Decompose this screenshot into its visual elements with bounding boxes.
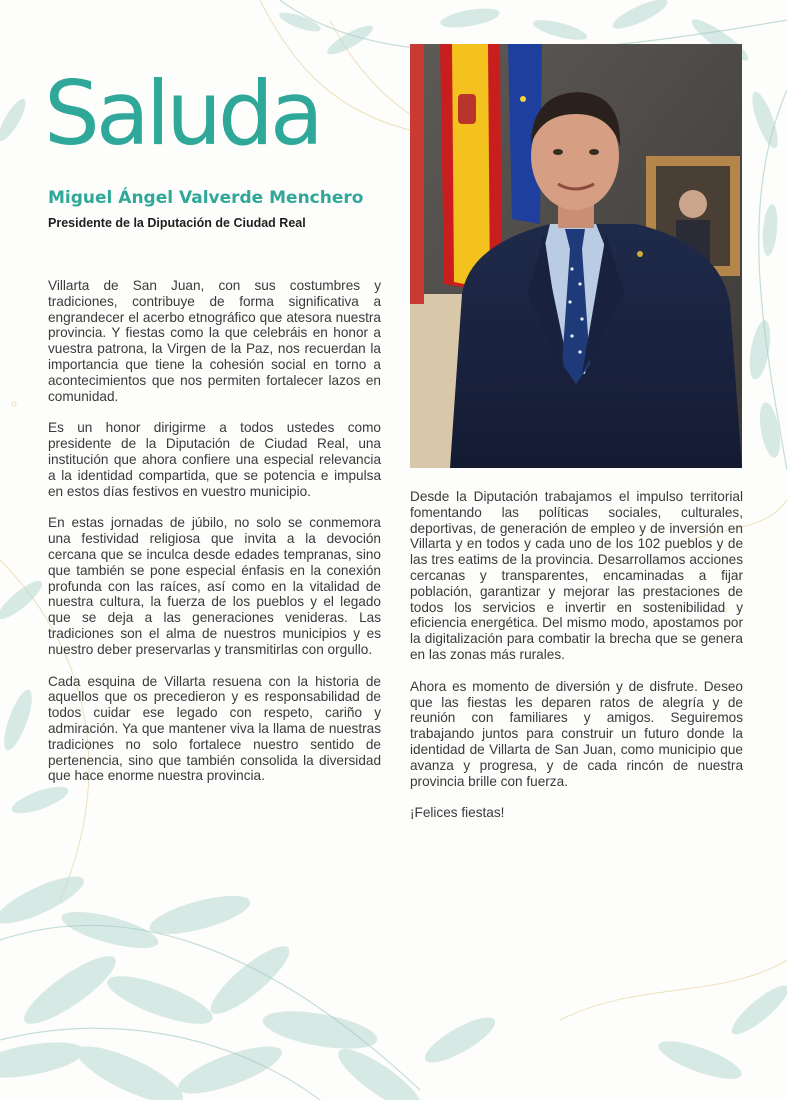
- portrait-photo: [410, 44, 742, 468]
- right-text-column: [410, 489, 743, 837]
- author-name: Miguel Ángel Valverde Menchero: [48, 188, 364, 208]
- page-title: Saluda: [44, 62, 320, 165]
- paragraph: Desde la Diputación trabajamos el impulso territorial fomentando las políticas sociales, culturales, deportivas, de generación de empleo y de inversión en Villarta y en todos y cada uno de los 102 pueblos y de las tres eatims de la provincia. Desarrollamos acciones cercanas y transparentes, encaminadas a fijar población, garantizar y mejorar las prestaciones de todos los servicios e invertir en sostenibilidad y eficiencia energética. Del mismo modo, apostamos por la digitalización para combatir la brecha que se genera en las zonas más rurales.: [410, 489, 743, 662]
- paragraph: Ahora es momento de diversión y de disfrute. Deseo que las fiestas les deparen ratos de alegría y de reunión con familiares y amigos. Seguiremos trabajando juntos para construir un futuro donde la identidad de Villarta de San Juan, como municipio que avanza y progresa, y de cada rincón de nuestra provincia brille con fuerza.: [410, 678, 743, 789]
- paragraph: Cada esquina de Villarta resuena con la historia de aquellos que os precedieron y es responsabilidad de todos cuidar ese legado con respeto, cariño y admiración. Ya que mantener viva la llama de nuestras tradiciones no solo fortalece nuestro sentido de pertenencia, sino que también consolida la diversidad que hace enorme nuestra provincia.: [48, 673, 381, 784]
- author-role: Presidente de la Diputación de Ciudad Real: [48, 216, 306, 230]
- paragraph: Villarta de San Juan, con sus costumbres y tradiciones, contribuye de forma significativa a engrandecer el acerbo etnográfico que atesora nuestra provincia. Y fiestas como la que celebráis en honor a vuestra patrona, la Virgen de la Paz, nos recuerdan la importancia que tiene la cohesión social en torno a acontecimientos que nos permiten fortalecer lazos en comunidad.: [48, 278, 381, 404]
- left-text-column: [48, 278, 381, 800]
- closing-greeting: ¡Felices fiestas!: [410, 805, 505, 821]
- paragraph: En estas jornadas de júbilo, no solo se conmemora una festividad religiosa que invita a la devoción cercana que se inculca desde edades tempranas, sino que también se pone especial énfasis en la conexión profunda con las raíces, así como en la vitalidad de nuestra cultura, la fuerza de los pueblos y el legado que se deja a las generaciones venideras. Las tradiciones son el alma de nuestros municipios y es nuestro deber preservarlas y transmitirlas con orgullo.: [48, 515, 381, 657]
- paragraph: Es un honor dirigirme a todos ustedes como presidente de la Diputación de Ciudad Real, una institución que ahora confiere una especial relevancia a la identidad compartida, que se potencia e impulsa en estos días festivos en vuestro municipio.: [48, 420, 381, 499]
